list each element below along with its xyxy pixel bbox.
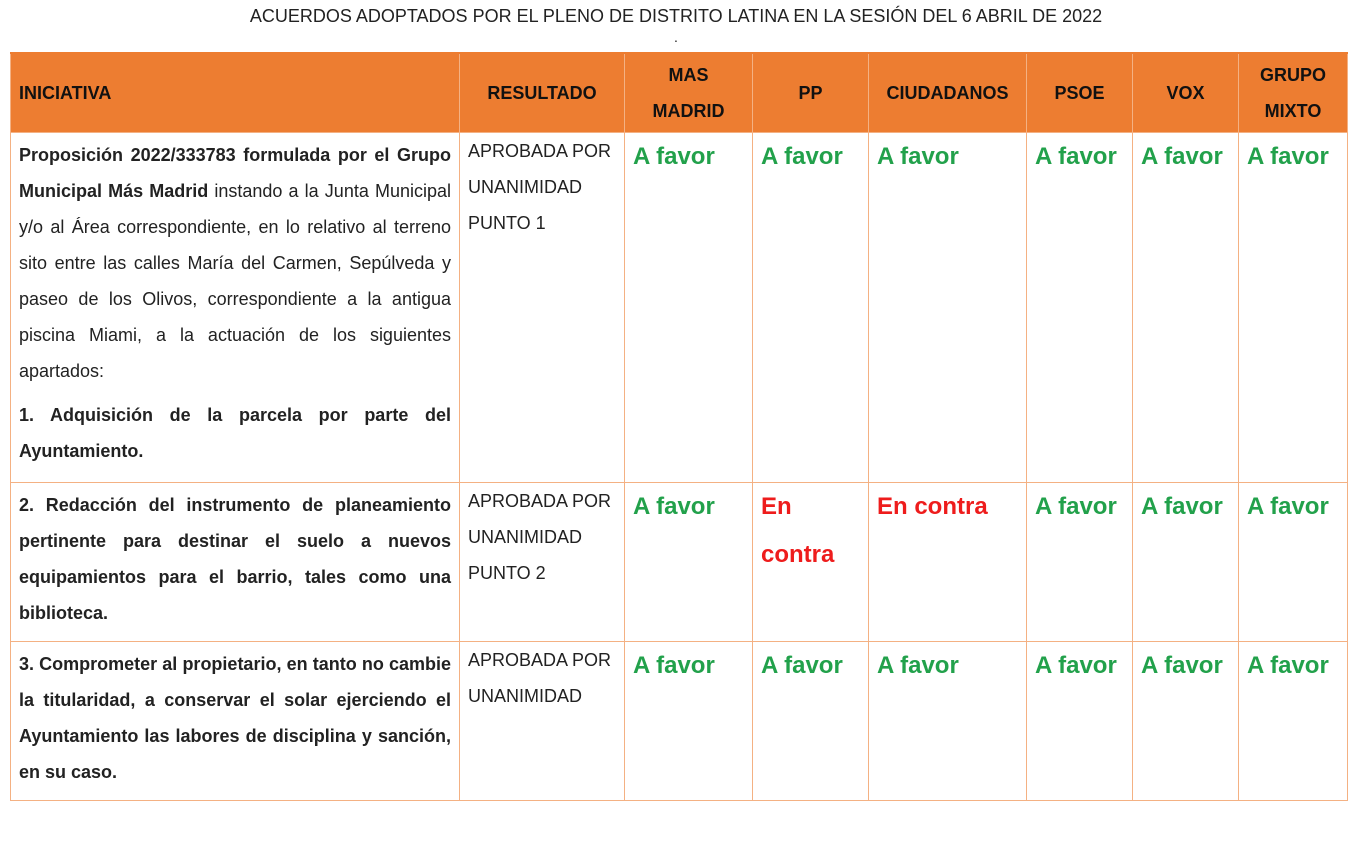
point-1-text: 1. Adquisición de la parcela por parte del Ayuntamiento.: [19, 405, 451, 461]
vote-psoe: A favor: [1027, 133, 1133, 483]
table-row: [11, 483, 1348, 642]
iniciativa-cell: [11, 483, 460, 642]
header-ciudadanos: CIUDADANOS: [869, 53, 1027, 133]
resultado-cell: APROBADA POR UNANIMIDAD: [460, 642, 625, 801]
header-vox: VOX: [1133, 53, 1239, 133]
table-row: [11, 133, 1348, 483]
header-psoe: PSOE: [1027, 53, 1133, 133]
header-grupo-mixto: GRUPO MIXTO: [1239, 53, 1348, 133]
header-row: [11, 53, 1348, 133]
vote-pp: A favor: [753, 642, 869, 801]
vote-mas-madrid: A favor: [625, 483, 753, 642]
table-row: [11, 642, 1348, 801]
resultado-cell: APROBADA POR UNANIMIDAD PUNTO 1: [460, 133, 625, 483]
vote-pp: A favor: [753, 133, 869, 483]
vote-vox: A favor: [1133, 642, 1239, 801]
document-title: ACUERDOS ADOPTADOS POR EL PLENO DE DISTRITO LATINA EN LA SESIÓN DEL 6 ABRIL DE 2022: [249, 6, 1103, 26]
vote-pp: En contra: [753, 483, 869, 642]
vote-vox: A favor: [1133, 133, 1239, 483]
vote-mas-madrid: A favor: [625, 642, 753, 801]
vote-ciudadanos: En contra: [869, 483, 1027, 642]
vote-psoe: A favor: [1027, 483, 1133, 642]
vote-mas-madrid: A favor: [625, 133, 753, 483]
vote-grupo-mixto: A favor: [1239, 483, 1348, 642]
resultado-cell: APROBADA POR UNANIMIDAD PUNTO 2: [460, 483, 625, 642]
point-2-text: 2. Redacción del instrumento de planeamiento pertinente para destinar el suelo a nuevos equipamientos para el barrio, tales como una biblioteca.: [19, 495, 451, 623]
iniciativa-cell: [11, 133, 460, 483]
agreements-table: [10, 52, 1348, 801]
title-dot: .: [674, 29, 678, 45]
iniciativa-cell: [11, 642, 460, 801]
proposal-text: instando a la Junta Municipal y/o al Área correspondiente, en lo relativo al terreno sito entre las calles María del Carmen, Sepúlveda y paseo de los Olivos, correspondiente a la antigua piscina Miami, a la actuación de los siguientes apartados:: [19, 181, 451, 381]
header-resultado: RESULTADO: [460, 53, 625, 133]
header-mas-madrid: MAS MADRID: [625, 53, 753, 133]
vote-grupo-mixto: A favor: [1239, 642, 1348, 801]
header-pp: PP: [753, 53, 869, 133]
header-iniciativa: INICIATIVA: [11, 53, 460, 133]
vote-psoe: A favor: [1027, 642, 1133, 801]
proposal-heading: Proposición 2022/333783 formulada por el Grupo Municipal Más Madrid: [19, 145, 451, 201]
vote-vox: A favor: [1133, 483, 1239, 642]
vote-grupo-mixto: A favor: [1239, 133, 1348, 483]
vote-ciudadanos: A favor: [869, 133, 1027, 483]
point-3-text: 3. Comprometer al propietario, en tanto no cambie la titularidad, a conservar el solar ejerciendo el Ayuntamiento las labores de disciplina y sanción, en su caso.: [19, 654, 451, 782]
vote-ciudadanos: A favor: [869, 642, 1027, 801]
